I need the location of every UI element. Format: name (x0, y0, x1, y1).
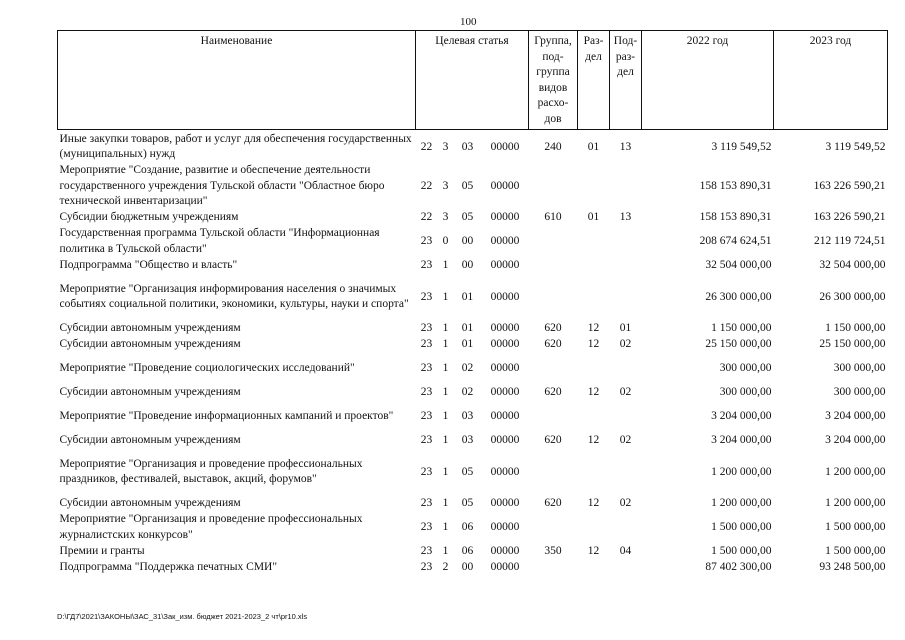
cell-razdel: 12 (587, 545, 600, 558)
cell-target-event: 05 (461, 497, 474, 510)
cell-podrazdel: 02 (619, 386, 632, 399)
cell-group: 620 (544, 386, 562, 399)
table-row (58, 210, 888, 226)
cell-name: Субсидии автономным учреждениям (59, 497, 241, 510)
cell-target-subprogram: 2 (442, 561, 449, 574)
cell-target-direction: 00000 (490, 235, 520, 248)
header-group: Группа, под-группа видов расхо-дов (529, 31, 578, 130)
cell-target-subprogram: 1 (442, 386, 449, 399)
table-row (58, 512, 888, 544)
cell-target-event: 03 (461, 140, 474, 153)
cell-group: 240 (544, 140, 562, 153)
table-row (58, 321, 888, 337)
cell-name: Государственная программа Тульской области "Информационная политика в Тульской области" (59, 227, 380, 255)
cell-target-program: 23 (420, 235, 433, 248)
cell-amount-2023: 163 226 590,21 (813, 211, 886, 224)
cell-podrazdel (610, 401, 642, 433)
cell-target-event: 06 (461, 521, 474, 534)
table-row (58, 433, 888, 449)
cell-name: Мероприятие "Создание, развитие и обеспечение деятельности государственного учреждения Тульской области "Областное бюро технической инвентаризации" (59, 164, 385, 208)
cell-razdel (578, 401, 610, 433)
cell-group: 620 (544, 497, 562, 510)
cell-name: Мероприятие "Организация информирования населения о значимых событиях социальной политики, экономики, культуры, науки и спорта" (59, 282, 409, 311)
cell-name: Субсидии автономным учреждениям (59, 434, 241, 447)
cell-target-program: 23 (420, 386, 433, 399)
cell-group: 620 (544, 322, 562, 335)
cell-amount-2023: 3 119 549,52 (825, 140, 886, 153)
cell-razdel (578, 560, 610, 576)
cell-group: 610 (544, 211, 562, 224)
table-row (58, 274, 888, 321)
table-header (58, 31, 888, 130)
cell-target-program: 23 (420, 259, 433, 272)
cell-name: Субсидии автономным учреждениям (59, 322, 241, 335)
cell-target-event: 06 (461, 545, 474, 558)
cell-target-program: 23 (420, 338, 433, 351)
cell-amount-2023: 300 000,00 (833, 386, 886, 399)
cell-razdel: 12 (587, 497, 600, 510)
cell-target-direction: 00000 (490, 211, 520, 224)
table-row (58, 258, 888, 274)
cell-target-direction: 00000 (490, 521, 520, 534)
cell-name: Мероприятие "Организация и проведение профессиональных праздников, фестивалей, выставок, акций, форумов" (59, 457, 363, 486)
table-row (58, 353, 888, 385)
cell-podrazdel (610, 449, 642, 496)
cell-amount-2022: 158 153 890,31 (699, 211, 772, 224)
cell-amount-2023: 3 204 000,00 (825, 434, 886, 447)
cell-amount-2022: 158 153 890,31 (699, 179, 772, 192)
cell-name: Мероприятие "Проведение информационных кампаний и проектов" (59, 410, 394, 423)
cell-podrazdel (610, 353, 642, 385)
table-row (58, 163, 888, 210)
cell-name: Мероприятие "Организация и проведение профессиональных журналистских конкурсов" (59, 513, 363, 541)
cell-amount-2023: 1 500 000,00 (825, 545, 886, 558)
cell-target-program: 23 (420, 465, 433, 478)
cell-amount-2022: 3 119 549,52 (711, 140, 772, 153)
cell-group (529, 401, 578, 433)
cell-podrazdel (610, 512, 642, 544)
cell-amount-2022: 26 300 000,00 (705, 290, 772, 303)
cell-target-event: 02 (461, 386, 474, 399)
cell-target-direction: 00000 (490, 561, 520, 574)
cell-group (529, 512, 578, 544)
cell-amount-2023: 3 204 000,00 (825, 410, 886, 423)
cell-target-subprogram: 1 (442, 434, 449, 447)
file-path-footer: D:\ГД7\2021\ЗАКОНЫ\ЗАС_31\Зак_изм. бюджет 2021-2023_2 чт\pr10.xls (57, 612, 308, 621)
cell-target-direction: 00000 (490, 322, 520, 335)
cell-target-event: 03 (461, 434, 474, 447)
cell-target-direction: 00000 (490, 140, 520, 153)
cell-group: 350 (544, 545, 562, 558)
page-number: 100 (460, 16, 477, 28)
cell-name: Подпрограмма "Общество и власть" (59, 259, 238, 272)
cell-target-program: 23 (420, 434, 433, 447)
cell-amount-2022: 1 150 000,00 (711, 322, 772, 335)
cell-target-event: 01 (461, 338, 474, 351)
cell-target-event: 01 (461, 290, 474, 303)
cell-podrazdel: 13 (619, 140, 632, 153)
cell-target-event: 05 (461, 211, 474, 224)
cell-target-subprogram: 3 (442, 140, 449, 153)
cell-target-program: 23 (420, 521, 433, 534)
cell-podrazdel: 04 (619, 545, 632, 558)
cell-target-program: 22 (420, 140, 433, 153)
cell-amount-2022: 300 000,00 (719, 386, 772, 399)
cell-target-program: 23 (420, 322, 433, 335)
cell-group (529, 274, 578, 321)
table-row (58, 130, 888, 163)
cell-amount-2022: 1 200 000,00 (711, 465, 772, 478)
cell-group: 620 (544, 338, 562, 351)
cell-name: Субсидии бюджетным учреждениям (59, 211, 239, 224)
cell-podrazdel: 01 (619, 322, 632, 335)
cell-group (529, 449, 578, 496)
cell-razdel (578, 258, 610, 274)
cell-razdel: 12 (587, 386, 600, 399)
cell-target-event: 00 (461, 259, 474, 272)
cell-target-subprogram: 1 (442, 521, 449, 534)
cell-amount-2022: 1 500 000,00 (711, 545, 772, 558)
cell-group (529, 163, 578, 210)
cell-group (529, 353, 578, 385)
cell-razdel (578, 226, 610, 258)
cell-target-subprogram: 3 (442, 211, 449, 224)
header-2022: 2022 год (642, 31, 774, 130)
cell-target-event: 02 (461, 362, 474, 375)
cell-razdel (578, 353, 610, 385)
table-row (58, 560, 888, 576)
cell-target-program: 23 (420, 362, 433, 375)
cell-target-program: 23 (420, 410, 433, 423)
cell-amount-2023: 212 119 724,51 (814, 235, 886, 248)
cell-target-event: 00 (461, 561, 474, 574)
cell-target-subprogram: 1 (442, 362, 449, 375)
cell-razdel: 01 (587, 140, 600, 153)
cell-target-program: 23 (420, 497, 433, 510)
table-row (58, 401, 888, 433)
header-name: Наименование (58, 31, 416, 130)
cell-podrazdel (610, 258, 642, 274)
cell-amount-2023: 1 500 000,00 (825, 521, 886, 534)
cell-amount-2022: 3 204 000,00 (711, 434, 772, 447)
cell-target-program: 23 (420, 561, 433, 574)
cell-group (529, 258, 578, 274)
cell-amount-2023: 1 200 000,00 (825, 465, 886, 478)
cell-amount-2022: 3 204 000,00 (711, 410, 772, 423)
table-row (58, 226, 888, 258)
cell-target-direction: 00000 (490, 434, 520, 447)
cell-target-program: 23 (420, 290, 433, 303)
cell-target-event: 00 (461, 235, 474, 248)
cell-podrazdel: 02 (619, 497, 632, 510)
cell-razdel (578, 274, 610, 321)
table-row (58, 496, 888, 512)
cell-amount-2022: 1 200 000,00 (711, 497, 772, 510)
cell-target-direction: 00000 (490, 465, 520, 478)
cell-target-event: 05 (461, 465, 474, 478)
cell-amount-2023: 25 150 000,00 (819, 338, 886, 351)
header-razdel: Раз-дел (578, 31, 610, 130)
cell-target-program: 22 (420, 211, 433, 224)
cell-amount-2023: 163 226 590,21 (813, 179, 886, 192)
cell-target-subprogram: 0 (442, 235, 449, 248)
cell-target-program: 23 (420, 545, 433, 558)
cell-target-subprogram: 1 (442, 545, 449, 558)
cell-target-direction: 00000 (490, 338, 520, 351)
cell-podrazdel: 13 (619, 211, 632, 224)
cell-target-event: 01 (461, 322, 474, 335)
cell-target-subprogram: 1 (442, 465, 449, 478)
cell-name: Премии и гранты (59, 545, 145, 558)
cell-target-direction: 00000 (490, 362, 520, 375)
cell-name: Иные закупки товаров, работ и услуг для обеспечения государственных (муниципальных) нужд (59, 133, 412, 161)
header-2023: 2023 год (774, 31, 888, 130)
cell-target-subprogram: 1 (442, 338, 449, 351)
cell-razdel (578, 512, 610, 544)
cell-amount-2022: 300 000,00 (719, 362, 772, 375)
cell-target-subprogram: 1 (442, 259, 449, 272)
cell-target-direction: 00000 (490, 290, 520, 303)
cell-group (529, 226, 578, 258)
cell-target-direction: 00000 (490, 497, 520, 510)
cell-amount-2022: 25 150 000,00 (705, 338, 772, 351)
cell-amount-2023: 300 000,00 (833, 362, 886, 375)
cell-name: Субсидии автономным учреждениям (59, 338, 241, 351)
cell-name: Мероприятие "Проведение социологических исследований" (59, 362, 355, 375)
cell-podrazdel (610, 560, 642, 576)
cell-podrazdel (610, 274, 642, 321)
cell-amount-2023: 32 504 000,00 (819, 259, 886, 272)
cell-target-subprogram: 3 (442, 179, 449, 192)
header-target-article: Целевая статья (416, 31, 529, 130)
header-podrazdel: Под-раз-дел (610, 31, 642, 130)
table-row (58, 449, 888, 496)
cell-razdel: 12 (587, 434, 600, 447)
cell-target-direction: 00000 (490, 179, 520, 192)
cell-razdel: 12 (587, 338, 600, 351)
cell-target-program: 22 (420, 179, 433, 192)
cell-target-subprogram: 1 (442, 497, 449, 510)
table-row (58, 337, 888, 353)
cell-target-event: 05 (461, 179, 474, 192)
cell-amount-2022: 208 674 624,51 (699, 235, 772, 248)
cell-name: Подпрограмма "Поддержка печатных СМИ" (59, 561, 278, 574)
cell-razdel (578, 163, 610, 210)
cell-target-subprogram: 1 (442, 322, 449, 335)
cell-target-subprogram: 1 (442, 410, 449, 423)
cell-target-event: 03 (461, 410, 474, 423)
cell-target-direction: 00000 (490, 259, 520, 272)
cell-amount-2023: 1 200 000,00 (825, 497, 886, 510)
cell-razdel (578, 449, 610, 496)
cell-target-subprogram: 1 (442, 290, 449, 303)
cell-amount-2023: 1 150 000,00 (825, 322, 886, 335)
cell-group: 620 (544, 434, 562, 447)
cell-name: Субсидии автономным учреждениям (59, 386, 241, 399)
cell-razdel: 01 (587, 211, 600, 224)
cell-podrazdel (610, 163, 642, 210)
table-row (58, 385, 888, 401)
cell-razdel: 12 (587, 322, 600, 335)
cell-amount-2022: 32 504 000,00 (705, 259, 772, 272)
cell-target-direction: 00000 (490, 386, 520, 399)
cell-amount-2023: 26 300 000,00 (819, 290, 886, 303)
cell-amount-2022: 87 402 300,00 (705, 561, 772, 574)
cell-amount-2022: 1 500 000,00 (711, 521, 772, 534)
cell-amount-2023: 93 248 500,00 (819, 561, 886, 574)
budget-table (57, 30, 888, 576)
cell-target-direction: 00000 (490, 545, 520, 558)
table-row (58, 544, 888, 560)
cell-group (529, 560, 578, 576)
table-body (58, 130, 888, 576)
cell-podrazdel (610, 226, 642, 258)
cell-target-direction: 00000 (490, 410, 520, 423)
cell-podrazdel: 02 (619, 434, 632, 447)
cell-podrazdel: 02 (619, 338, 632, 351)
